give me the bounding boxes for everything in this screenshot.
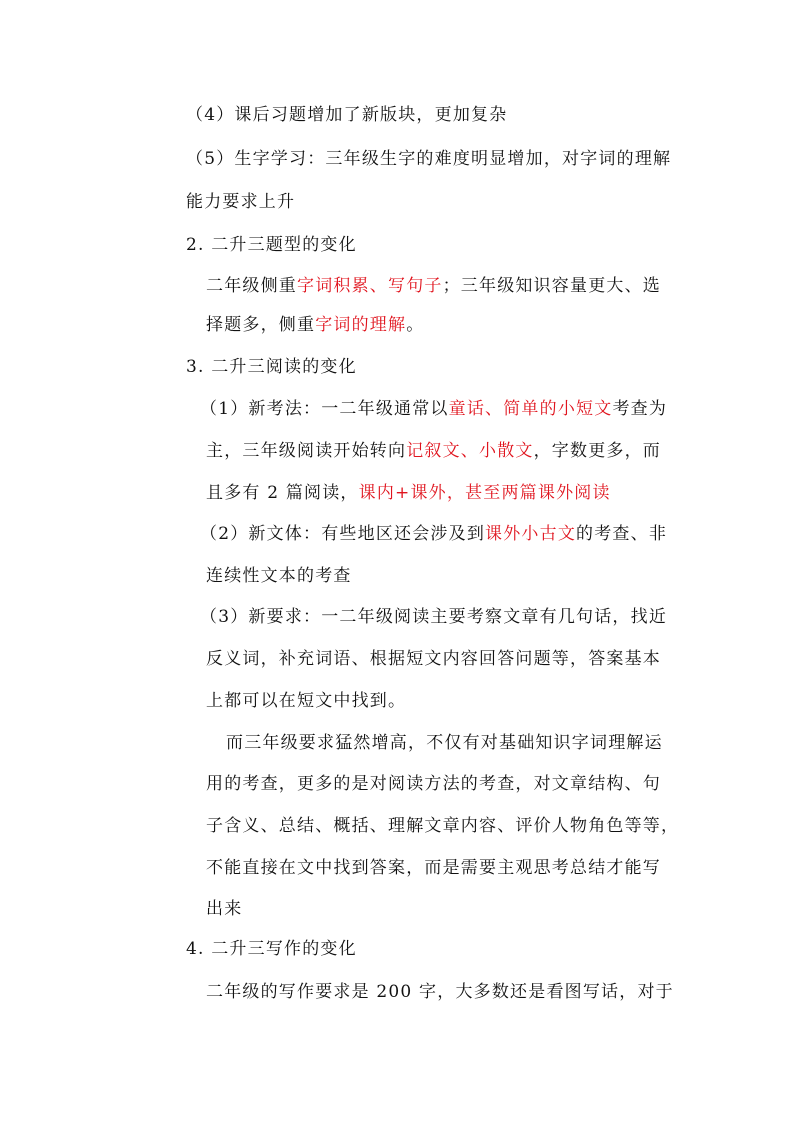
text-line xyxy=(206,689,406,713)
section-heading xyxy=(186,355,357,379)
text-segment: 能力要求上升 xyxy=(186,192,296,212)
text-segment: 择题多，侧重 xyxy=(206,315,316,335)
text-line xyxy=(206,313,424,337)
text-line xyxy=(206,647,661,671)
text-line xyxy=(206,439,661,463)
text-segment: 且多有 2 篇阅读， xyxy=(206,483,359,503)
text-segment: 出来 xyxy=(206,899,243,919)
section-heading xyxy=(186,937,357,961)
text-line xyxy=(226,731,663,755)
text-segment: 不能直接在文中找到答案，而是需要主观思考总结才能写 xyxy=(206,858,661,878)
text-segment: 考查为 xyxy=(612,399,668,419)
text-segment: 。 xyxy=(406,315,425,335)
text-segment: 主，三年级阅读开始转向 xyxy=(206,441,407,461)
text-segment: （3）新要求：一二年级阅读主要考察文章有几句话，找近 xyxy=(200,607,668,627)
highlighted-text: 童话、简单的小短文 xyxy=(448,399,613,419)
text-segment: （4）课后习题增加了新版块，更加复杂 xyxy=(186,105,508,125)
text-segment: 子含义、总结、概括、理解文章内容、评价人物角色等等， xyxy=(206,816,680,836)
text-line xyxy=(206,814,679,838)
text-line xyxy=(206,772,661,796)
text-line xyxy=(206,897,242,921)
text-segment: 上都可以在短文中找到。 xyxy=(206,691,407,711)
text-line xyxy=(206,274,661,298)
highlighted-text: 记叙文、小散文 xyxy=(406,441,534,461)
text-segment: 4. 二升三写作的变化 xyxy=(186,939,357,959)
text-segment: 2. 二升三题型的变化 xyxy=(186,235,357,255)
text-segment: 3. 二升三阅读的变化 xyxy=(186,357,357,377)
text-line xyxy=(200,397,667,421)
text-segment: 连续性文本的考查 xyxy=(206,566,352,586)
text-segment: 用的考查，更多的是对阅读方法的考查，对文章结构、句 xyxy=(206,774,661,794)
text-segment: 二年级的写作要求是 200 字，大多数还是看图写话，对于 xyxy=(206,982,674,1002)
text-segment: （5）生字学习：三年级生字的难度明显增加，对字词的理解 xyxy=(186,149,672,169)
section-heading xyxy=(186,233,357,257)
text-line xyxy=(200,522,667,546)
text-line xyxy=(200,605,667,629)
text-segment: ，字数更多，而 xyxy=(533,441,662,461)
text-line xyxy=(206,856,661,880)
text-segment: 而三年级要求猛然增高，不仅有对基础知识字词理解运 xyxy=(226,733,663,753)
highlighted-text: 课外小古文 xyxy=(485,524,577,544)
text-segment: （2）新文体：有些地区还会涉及到 xyxy=(200,524,486,544)
text-line xyxy=(206,980,674,1004)
text-line xyxy=(186,147,671,171)
highlighted-text: 字词的理解 xyxy=(315,315,407,335)
text-segment: 反义词，补充词语、根据短文内容回答问题等，答案基本 xyxy=(206,649,661,669)
text-line xyxy=(186,190,295,214)
highlighted-text: 课内+课外，甚至两篇课外阅读 xyxy=(358,483,611,503)
highlighted-text: 字词积累、写句子 xyxy=(297,276,443,296)
text-segment: 二年级侧重 xyxy=(206,276,297,296)
text-line xyxy=(186,103,507,127)
text-segment: 的考查、非 xyxy=(576,524,668,544)
text-line xyxy=(206,564,352,588)
text-segment: ；三年级知识容量更大、选 xyxy=(442,276,662,296)
text-segment: （1）新考法：一二年级通常以 xyxy=(200,399,449,419)
text-line xyxy=(206,481,611,505)
